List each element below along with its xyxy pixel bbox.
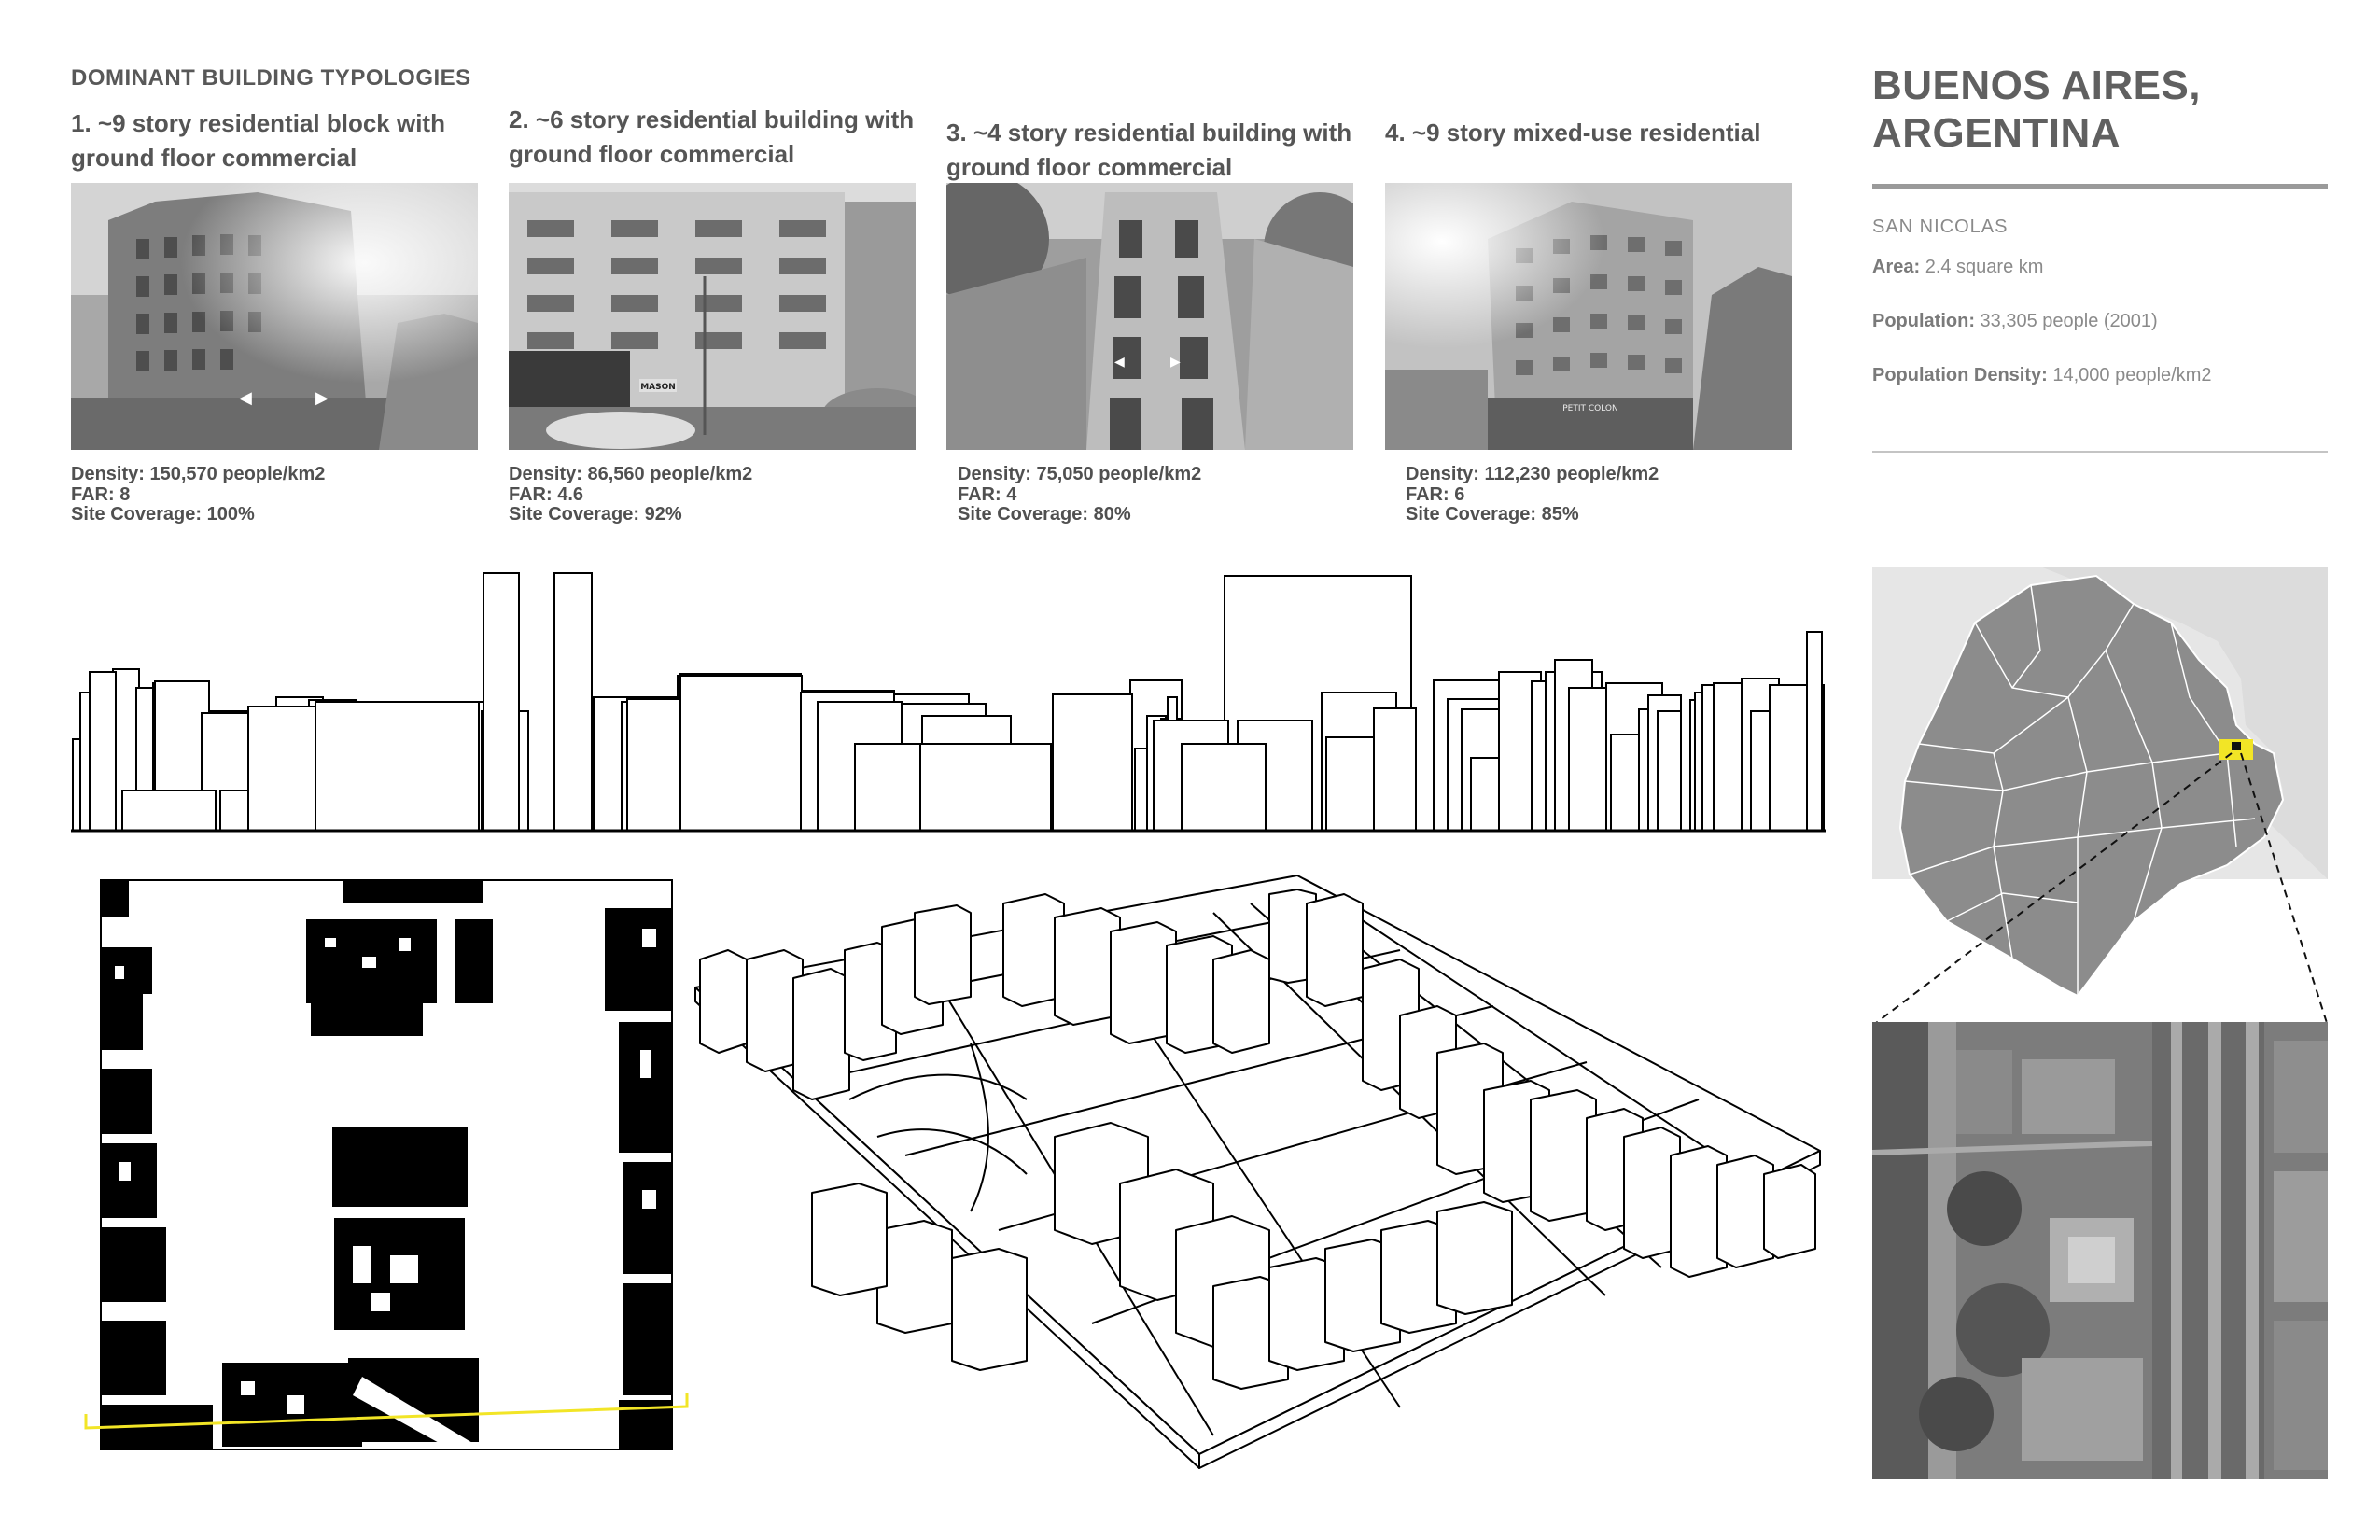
density-value: 14,000 people/km2 [2047,365,2212,385]
svg-text:▶: ▶ [315,388,329,408]
city-title [1872,62,2201,157]
typology-1-density: Density: 150,570 people/km2 [71,464,326,484]
typology-1-stats [71,465,325,525]
typology-1-coverage: Site Coverage: 100% [71,504,255,525]
typology-1-title: 1. ~9 story residential block with ground floor commercial [71,109,445,172]
study-area-marker [2232,742,2241,750]
typology-3-far: FAR: 4 [958,483,1017,505]
density-line [1872,365,2211,386]
typology-2-coverage: Site Coverage: 92% [509,504,682,525]
population-line [1872,311,2158,332]
typology-4-far: FAR: 6 [1406,483,1465,505]
district-name: SAN NICOLAS [1872,217,2009,237]
section-heading: DOMINANT BUILDING TYPOLOGIES [71,65,471,91]
typology-4-photo [1385,183,1792,450]
typology-3-photo [946,183,1353,450]
area-label: Area: [1872,257,1921,277]
typology-2-density: Density: 86,560 people/km2 [509,464,753,484]
figure-ground-plan [82,873,698,1461]
svg-text:▶: ▶ [1170,355,1181,370]
typology-2-title: 2. ~6 story residential building with ground floor commercial [509,105,915,168]
typology-4-stats [1406,465,1659,525]
typology-2-photo [509,183,916,450]
population-label: Population: [1872,311,1975,331]
typology-3-title: 3. ~4 story residential building with ground floor commercial [946,119,1352,181]
aerial-photo [1872,1022,2328,1479]
typology-4-coverage: Site Coverage: 85% [1406,504,1579,525]
city-name: BUENOS AIRES, [1872,63,2202,108]
street-elevation [71,571,1826,833]
density-label: Population Density: [1872,365,2048,385]
svg-text:◀: ◀ [239,388,252,408]
area-line [1872,257,2043,278]
svg-text:◀: ◀ [1114,355,1125,370]
typology-4-title: 4. ~9 story mixed-use residential [1385,119,1761,147]
typology-1-far: FAR: 8 [71,483,131,505]
typology-4-density: Density: 112,230 people/km2 [1406,464,1659,484]
typology-3-coverage: Site Coverage: 80% [958,504,1131,525]
area-value: 2.4 square km [1920,257,2044,277]
typology-3-density: Density: 75,050 people/km2 [958,464,1202,484]
axonometric-model [691,857,1829,1473]
typology-1-photo [71,183,478,450]
title-divider [1872,184,2328,189]
info-divider [1872,451,2328,453]
typology-2-far: FAR: 4.6 [509,483,584,505]
population-value: 33,305 people (2001) [1974,311,2158,331]
typology-2-stats [509,465,752,525]
photo-2-sign: MASON [640,383,676,392]
typology-3-stats [958,465,1201,525]
country-name: ARGENTINA [1872,110,2121,156]
city-locator-map [1872,567,2328,1033]
